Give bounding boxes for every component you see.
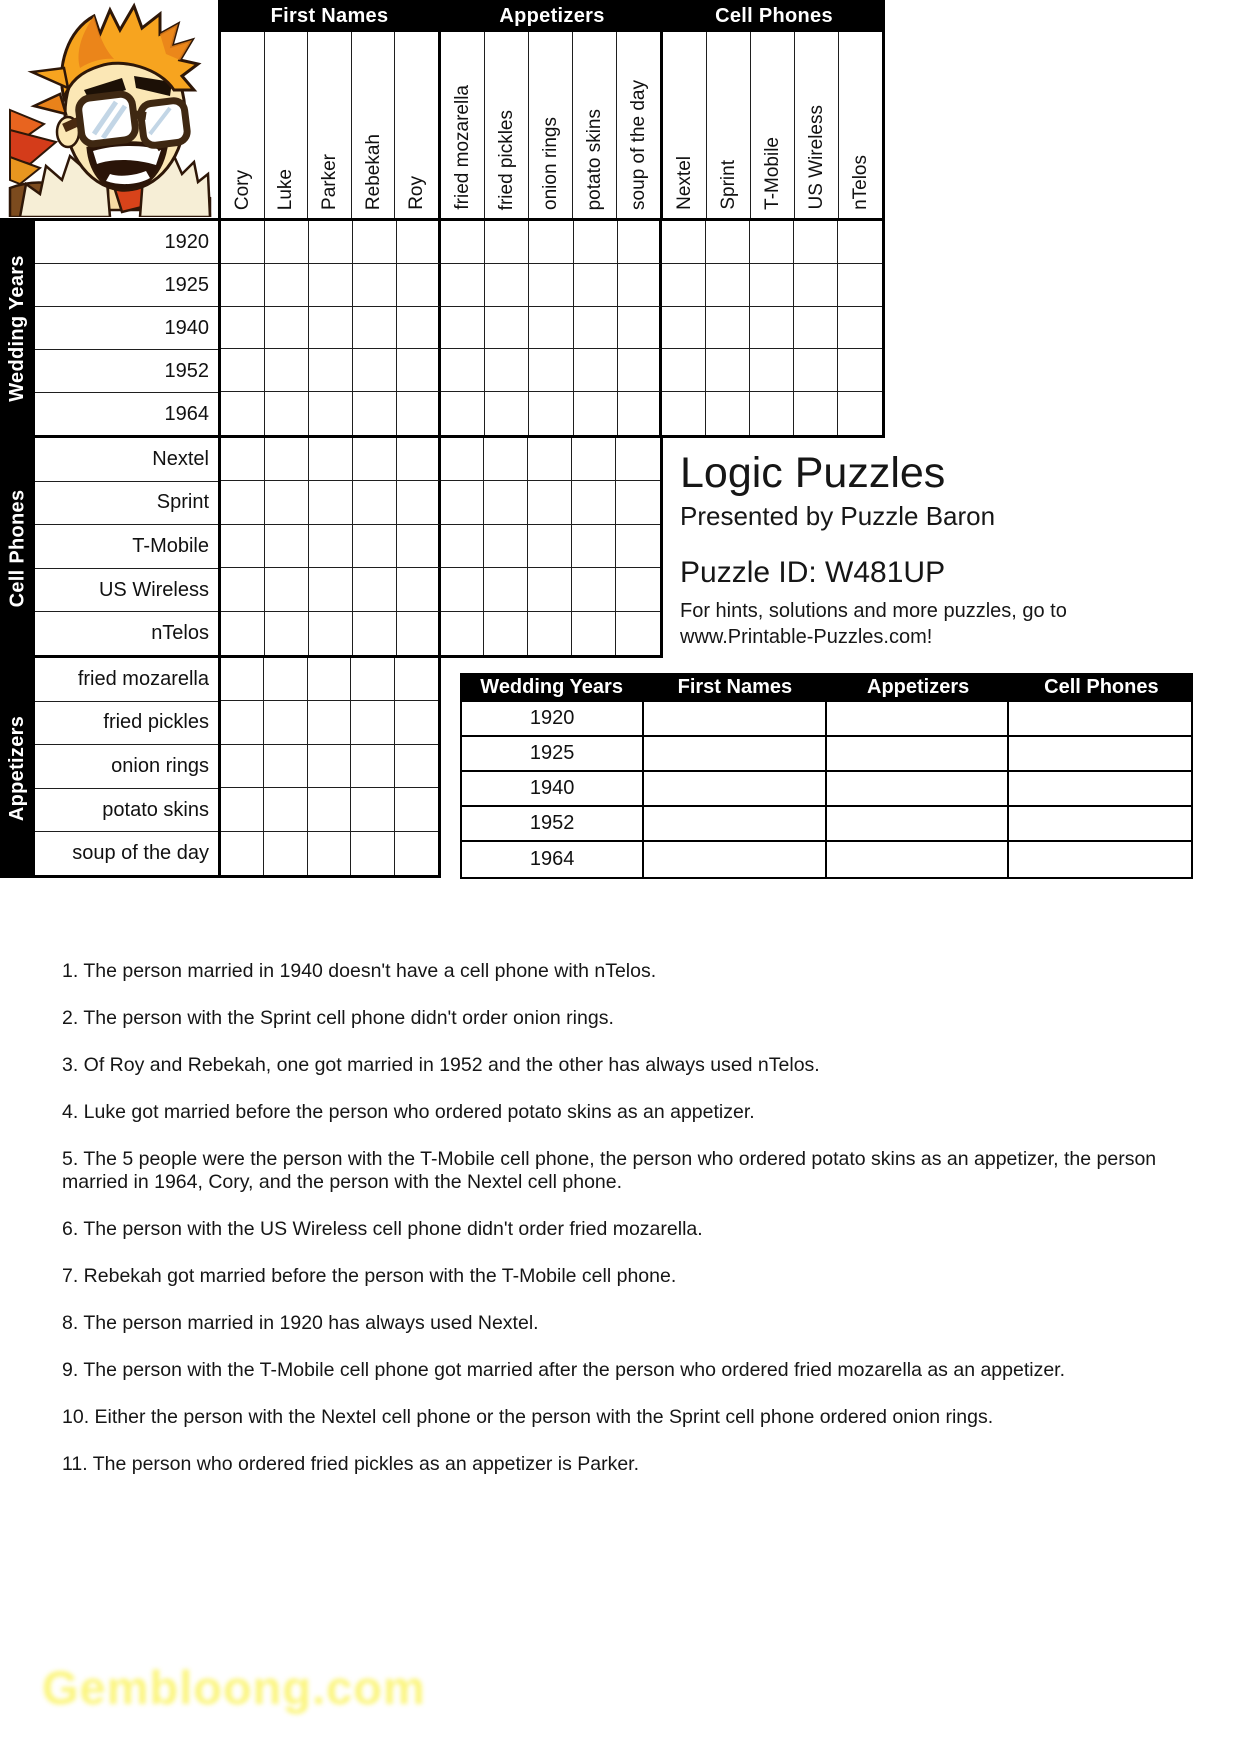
grid-cell[interactable] (485, 221, 529, 264)
answer-table (460, 673, 1193, 879)
grid-cell[interactable] (441, 612, 485, 655)
column-labels-cell-phones (663, 32, 885, 218)
grid-cell[interactable] (265, 612, 309, 655)
row-label-1952: 1952 (35, 350, 218, 393)
answer-blank-cell[interactable] (827, 772, 1009, 805)
clue-2: 2. The person with the Sprint cell phone didn't order onion rings. (62, 1007, 614, 1029)
grid-cell[interactable] (397, 438, 441, 481)
grid-cell[interactable] (618, 392, 662, 435)
grid-cell[interactable] (794, 349, 838, 392)
row-label-fried-mozarella: fried mozarella (35, 658, 218, 702)
answer-blank-cell[interactable] (644, 737, 826, 770)
grid-cell[interactable] (221, 481, 265, 524)
grid-cell[interactable] (221, 221, 265, 264)
grid-cell[interactable] (221, 349, 265, 392)
puzzle-id: Puzzle ID: W481UP (680, 556, 946, 589)
column-label-t-mobile: T-Mobile (751, 32, 795, 218)
answer-blank-cell[interactable] (644, 772, 826, 805)
grid-cell[interactable] (572, 438, 616, 481)
grid-cell[interactable] (529, 221, 573, 264)
grid-cell[interactable] (264, 701, 307, 744)
grid-cell[interactable] (572, 612, 616, 655)
column-label-sprint: Sprint (707, 32, 751, 218)
grid-cell[interactable] (574, 307, 618, 350)
grid-cell[interactable] (616, 525, 660, 568)
grid-cell[interactable] (265, 568, 309, 611)
column-label-ntelos: nTelos (850, 155, 871, 210)
answer-year-cell: 1964 (462, 842, 644, 877)
answer-blank-cell[interactable] (827, 807, 1009, 840)
grid-cell[interactable] (395, 701, 438, 744)
answer-header-first-names: First Names (677, 676, 793, 698)
answer-header-cell-phones: Cell Phones (1044, 676, 1159, 698)
row-label-potato-skins: potato skins (35, 789, 218, 833)
grid-cell[interactable] (353, 612, 397, 655)
grid-cell[interactable] (574, 264, 618, 307)
answer-blank-cell[interactable] (1009, 807, 1191, 840)
hint-line-1: For hints, solutions and more puzzles, go to (680, 600, 1067, 622)
grid-cell[interactable] (395, 658, 438, 701)
grid-cell[interactable] (221, 612, 265, 655)
hint-text (680, 598, 1067, 650)
grid-cell[interactable] (838, 264, 882, 307)
grid-cell[interactable] (397, 481, 441, 524)
grid-cell[interactable] (616, 438, 660, 481)
row-group-header-wedding-years: Wedding Years (6, 254, 29, 402)
grid-cell[interactable] (309, 568, 353, 611)
grid-cell[interactable] (662, 349, 706, 392)
column-group-header-first-names: First Names (218, 0, 441, 32)
grid-cell[interactable] (750, 221, 794, 264)
column-label-us-wireless: US Wireless (795, 32, 839, 218)
row-label-sprint: Sprint (35, 482, 218, 526)
grid-cell[interactable] (221, 525, 265, 568)
grid-cell[interactable] (528, 568, 572, 611)
grid-cell[interactable] (221, 264, 265, 307)
grid-cell[interactable] (353, 481, 397, 524)
row-labels-wedding-years (35, 218, 218, 438)
grid-cell[interactable] (750, 392, 794, 435)
grid-cell[interactable] (221, 568, 265, 611)
grid-cell[interactable] (395, 745, 438, 788)
column-label-fried-pickles: fried pickles (485, 32, 529, 218)
grid-cell[interactable] (265, 438, 309, 481)
grid-cell[interactable] (351, 788, 394, 831)
row-group-header-cell-phones: Cell Phones (6, 489, 28, 607)
grid-cell[interactable] (750, 349, 794, 392)
column-label-potato-skins: potato skins (573, 32, 617, 218)
grid-cell[interactable] (441, 392, 485, 435)
grid-cell[interactable] (574, 349, 618, 392)
grid-cell[interactable] (353, 392, 397, 435)
grid-cell[interactable] (484, 612, 528, 655)
grid-cell[interactable] (351, 701, 394, 744)
column-label-parker: Parker (308, 32, 352, 218)
grid-cell[interactable] (794, 307, 838, 350)
column-label-rebekah: Rebekah (352, 32, 396, 218)
row-label-fried-pickles: fried pickles (35, 702, 218, 746)
grid-cell[interactable] (221, 438, 265, 481)
grid-cell[interactable] (397, 264, 441, 307)
grid-cell[interactable] (221, 658, 264, 701)
answer-blank-cell[interactable] (1009, 772, 1191, 805)
grid-cell[interactable] (221, 745, 264, 788)
answer-blank-cell[interactable] (1009, 842, 1191, 877)
answer-blank-cell[interactable] (644, 702, 826, 735)
grid-cell[interactable] (353, 349, 397, 392)
clue-6: 6. The person with the US Wireless cell phone didn't order fried mozarella. (62, 1218, 703, 1240)
grid-cell[interactable] (351, 658, 394, 701)
grid-cell[interactable] (221, 701, 264, 744)
grid-cell[interactable] (441, 568, 485, 611)
grid-cell[interactable] (662, 221, 706, 264)
row-label-onion-rings: onion rings (35, 745, 218, 789)
grid-cell[interactable] (441, 307, 485, 350)
grid-cell[interactable] (308, 788, 351, 831)
answer-blank-cell[interactable] (1009, 702, 1191, 735)
row-label-1940: 1940 (35, 307, 218, 350)
grid-cell[interactable] (616, 481, 660, 524)
grid-cell[interactable] (309, 349, 353, 392)
grid-cell[interactable] (353, 221, 397, 264)
grid-cell[interactable] (706, 264, 750, 307)
grid-cell[interactable] (309, 264, 353, 307)
grid-cell[interactable] (221, 307, 265, 350)
answer-blank-cell[interactable] (644, 842, 826, 877)
grid-cell[interactable] (397, 525, 441, 568)
grid-cell[interactable] (397, 392, 441, 435)
grid-cell[interactable] (264, 658, 307, 701)
grid-cell[interactable] (265, 307, 309, 350)
grid-cell[interactable] (221, 788, 264, 831)
column-label-fried-mozarella: fried mozarella (441, 32, 485, 218)
answer-blank-cell[interactable] (1009, 737, 1191, 770)
mascot-illustration (4, 2, 216, 217)
grid-cell[interactable] (484, 438, 528, 481)
grid-cell[interactable] (838, 221, 882, 264)
grid-cell[interactable] (353, 525, 397, 568)
clues-list (62, 960, 1182, 1500)
grid-cell[interactable] (353, 568, 397, 611)
grid-cell[interactable] (441, 525, 485, 568)
grid-cell[interactable] (572, 525, 616, 568)
page-subtitle: Presented by Puzzle Baron (680, 501, 996, 531)
grid-cell[interactable] (618, 307, 662, 350)
grid-cell[interactable] (528, 525, 572, 568)
title-block (680, 449, 1067, 650)
answer-header-wedding-years: Wedding Years (480, 676, 623, 698)
answer-table-row (462, 772, 1191, 807)
row-label-t-mobile: T-Mobile (35, 525, 218, 569)
grid-cell[interactable] (528, 612, 572, 655)
clue-9: 9. The person with the T-Mobile cell phone got married after the person who ordered fried mozarella as an appetizer. (62, 1359, 1066, 1381)
grid-cell[interactable] (838, 349, 882, 392)
grid-cell[interactable] (528, 481, 572, 524)
answer-table-row (462, 737, 1191, 772)
grid-cell[interactable] (441, 349, 485, 392)
grid-cell[interactable] (572, 481, 616, 524)
grid-cell[interactable] (794, 264, 838, 307)
grid-block-cell-phones (218, 438, 663, 658)
grid-cell[interactable] (308, 658, 351, 701)
grid-cell[interactable] (351, 745, 394, 788)
row-label-soup-of-the-day: soup of the day (72, 842, 209, 865)
grid-cell[interactable] (397, 307, 441, 350)
grid-cell[interactable] (309, 307, 353, 350)
column-labels-appetizers (441, 32, 663, 218)
grid-cell[interactable] (351, 832, 394, 875)
grid-cell[interactable] (529, 264, 573, 307)
grid-cell[interactable] (662, 392, 706, 435)
grid-cell[interactable] (308, 745, 351, 788)
grid-cell[interactable] (750, 264, 794, 307)
answer-table-row (462, 807, 1191, 842)
answer-year-cell: 1925 (462, 737, 644, 770)
grid-cell[interactable] (706, 221, 750, 264)
column-group-header-cell-phones: Cell Phones (663, 0, 885, 32)
clue-11: 11. The person who ordered fried pickles as an appetizer is Parker. (62, 1453, 640, 1475)
answer-year-cell: 1940 (462, 772, 644, 805)
page-title: Logic Puzzles (680, 449, 946, 497)
answer-year-cell: 1952 (462, 807, 644, 840)
grid-cell[interactable] (838, 392, 882, 435)
grid-cell[interactable] (572, 568, 616, 611)
clue-4: 4. Luke got married before the person who ordered potato skins as an appetizer. (62, 1101, 755, 1123)
grid-cell[interactable] (618, 221, 662, 264)
clue-8: 8. The person married in 1920 has always used Nextel. (62, 1312, 539, 1334)
answer-blank-cell[interactable] (827, 842, 1009, 877)
row-group-header-appetizers: Appetizers (6, 715, 28, 821)
clue-5: 5. The 5 people were the person with the T-Mobile cell phone, the person who ordered potato skins as an appetizer, the person married in 1964, Cory, and the person with the Nextel cell phone. (62, 1148, 1157, 1193)
grid-cell[interactable] (309, 392, 353, 435)
grid-cell[interactable] (395, 788, 438, 831)
grid-cell[interactable] (484, 568, 528, 611)
grid-cell[interactable] (265, 221, 309, 264)
grid-cell[interactable] (397, 612, 441, 655)
answer-blank-cell[interactable] (827, 702, 1009, 735)
answer-blank-cell[interactable] (644, 807, 826, 840)
grid-cell[interactable] (397, 221, 441, 264)
watermark: Gembloong.com (42, 1661, 426, 1714)
grid-cell[interactable] (529, 307, 573, 350)
grid-cell[interactable] (265, 481, 309, 524)
grid-cell[interactable] (485, 349, 529, 392)
grid-cell[interactable] (264, 788, 307, 831)
grid-block-appetizers (218, 658, 441, 878)
row-label-1920: 1920 (35, 221, 218, 264)
grid-cell[interactable] (353, 438, 397, 481)
answer-table-header (460, 673, 1193, 702)
grid-cell[interactable] (485, 392, 529, 435)
clue-1: 1. The person married in 1940 doesn't have a cell phone with nTelos. (62, 960, 657, 982)
grid-cell[interactable] (485, 264, 529, 307)
answer-header-appetizers: Appetizers (867, 676, 970, 698)
answer-blank-cell[interactable] (827, 737, 1009, 770)
grid-cell[interactable] (353, 264, 397, 307)
grid-cell[interactable] (794, 221, 838, 264)
row-label-1925: 1925 (35, 264, 218, 307)
grid-cell[interactable] (441, 438, 485, 481)
grid-cell[interactable] (485, 307, 529, 350)
grid-cell[interactable] (264, 832, 307, 875)
grid-cell[interactable] (441, 221, 485, 264)
grid-cell[interactable] (265, 392, 309, 435)
clue-7: 7. Rebekah got married before the person with the T-Mobile cell phone. (62, 1265, 677, 1287)
grid-cell[interactable] (528, 438, 572, 481)
grid-cell[interactable] (574, 221, 618, 264)
column-label-soup-of-the-day: soup of the day (628, 80, 649, 210)
column-group-header-appetizers: Appetizers (441, 0, 663, 32)
grid-cell[interactable] (662, 264, 706, 307)
answer-table-row (462, 702, 1191, 737)
grid-cell[interactable] (221, 392, 265, 435)
grid-cell[interactable] (529, 349, 573, 392)
grid-cell[interactable] (484, 525, 528, 568)
grid-cell[interactable] (309, 221, 353, 264)
grid-cell[interactable] (265, 525, 309, 568)
grid-cell[interactable] (309, 525, 353, 568)
column-label-nextel: Nextel (663, 32, 707, 218)
row-label-nextel: Nextel (35, 438, 218, 482)
grid-cell[interactable] (529, 392, 573, 435)
column-label-onion-rings: onion rings (529, 32, 573, 218)
grid-cell[interactable] (618, 349, 662, 392)
grid-cell[interactable] (221, 832, 264, 875)
grid-cell[interactable] (265, 264, 309, 307)
row-label-ntelos: nTelos (151, 622, 209, 645)
grid-cell[interactable] (662, 307, 706, 350)
grid-cell[interactable] (706, 349, 750, 392)
grid-cell[interactable] (397, 568, 441, 611)
column-label-roy: Roy (406, 176, 428, 210)
grid-cell[interactable] (484, 481, 528, 524)
grid-cell[interactable] (616, 612, 660, 655)
grid-cell[interactable] (441, 264, 485, 307)
grid-cell[interactable] (574, 392, 618, 435)
grid-cell[interactable] (265, 349, 309, 392)
grid-cell[interactable] (308, 701, 351, 744)
answer-table-body (460, 702, 1193, 879)
column-label-luke: Luke (265, 32, 309, 218)
grid-cell[interactable] (441, 481, 485, 524)
row-labels-appetizers (35, 658, 218, 878)
row-label-1964: 1964 (164, 402, 209, 425)
column-labels-first-names (218, 32, 441, 218)
clue-10: 10. Either the person with the Nextel cell phone or the person with the Sprint cell phone ordered onion rings. (62, 1406, 994, 1428)
grid-cell[interactable] (264, 745, 307, 788)
row-label-us-wireless: US Wireless (35, 569, 218, 613)
grid-cell[interactable] (309, 438, 353, 481)
clue-3: 3. Of Roy and Rebekah, one got married in 1952 and the other has always used nTelos. (62, 1054, 820, 1076)
grid-cell[interactable] (794, 392, 838, 435)
grid-cell[interactable] (308, 832, 351, 875)
hint-link-text: www.Printable-Puzzles.com! (680, 626, 933, 648)
grid-cell[interactable] (397, 349, 441, 392)
grid-cell[interactable] (395, 832, 438, 875)
grid-cell[interactable] (309, 481, 353, 524)
grid-block-wedding-years (218, 218, 885, 438)
grid-cell[interactable] (706, 307, 750, 350)
answer-year-cell: 1920 (462, 702, 644, 735)
row-labels-cell-phones (35, 438, 218, 658)
answer-table-row (462, 842, 1191, 877)
mascot-character-icon (4, 2, 216, 217)
grid-cell[interactable] (616, 568, 660, 611)
grid-cell[interactable] (706, 392, 750, 435)
grid-cell[interactable] (750, 307, 794, 350)
grid-cell[interactable] (353, 307, 397, 350)
grid-cell[interactable] (838, 307, 882, 350)
column-label-cory: Cory (221, 32, 265, 218)
grid-cell[interactable] (618, 264, 662, 307)
grid-cell[interactable] (309, 612, 353, 655)
